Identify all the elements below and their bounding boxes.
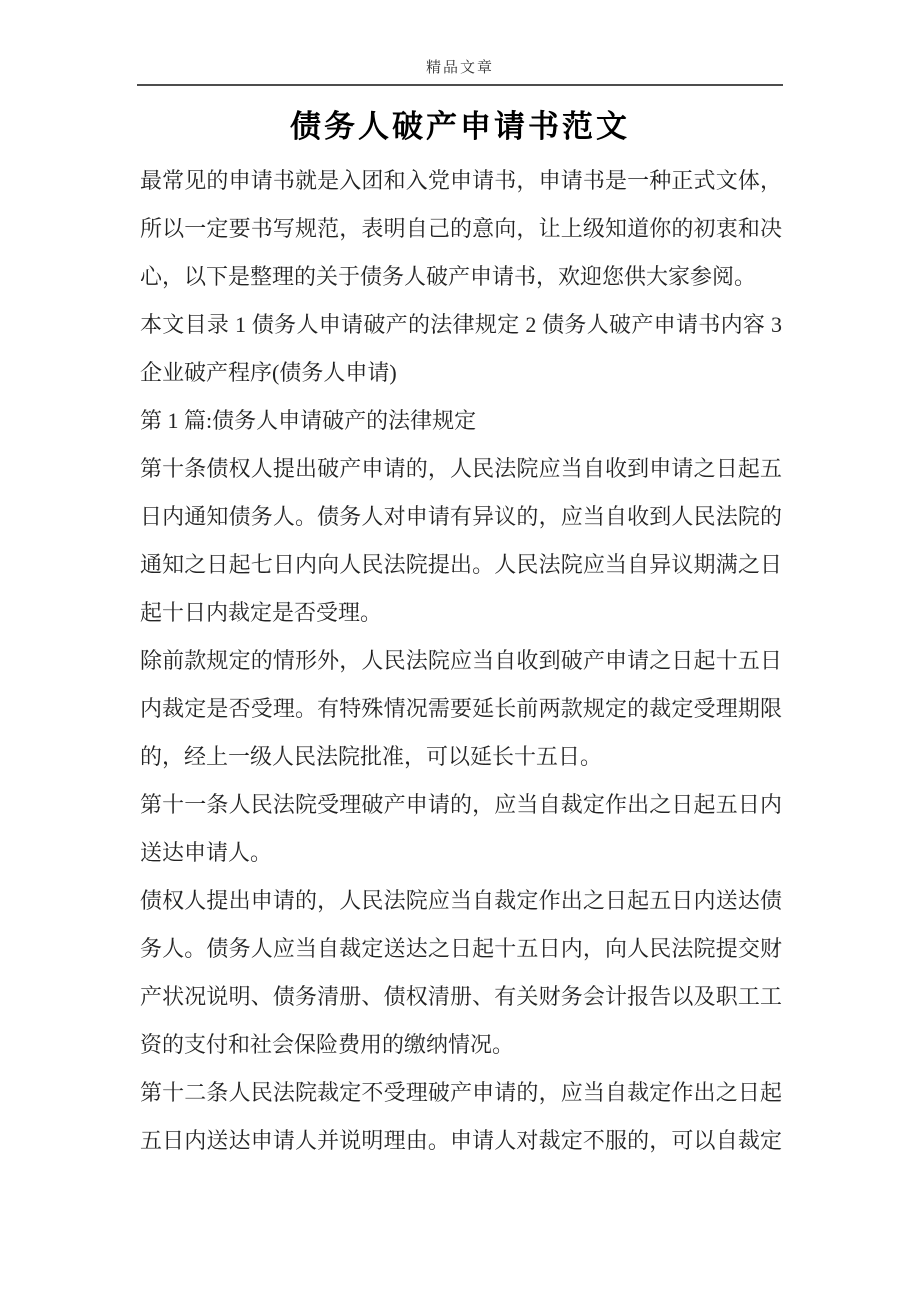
- text-line: 通知之日起七日内向人民法院提出。人民法院应当自异议期满之日: [140, 552, 782, 577]
- document-title: 债务人破产申请书范文: [290, 109, 630, 144]
- paragraph-article-10: [140, 445, 782, 637]
- text-line: 所以一定要书写规范，表明自己的意向，让上级知道你的初衷和决: [140, 216, 782, 241]
- text-line: 的，经上一级人民法院批准，可以延长十五日。: [140, 744, 603, 769]
- text-line: 五日内送达申请人并说明理由。申请人对裁定不服的，可以自裁定: [140, 1128, 782, 1153]
- text-line: 第 1 篇:债务人申请破产的法律规定: [140, 408, 477, 433]
- text-line: 企业破产程序(债务人申请): [140, 360, 397, 385]
- text-line: 债权人提出申请的，人民法院应当自裁定作出之日起五日内送达债: [140, 888, 782, 913]
- page-header: [137, 56, 783, 86]
- header-text: 精品文章: [425, 60, 494, 76]
- text-line: 日内通知债务人。债务人对申请有异议的，应当自收到人民法院的: [140, 504, 782, 529]
- text-line: 送达申请人。: [140, 840, 273, 865]
- paragraph-article-12: [140, 1069, 782, 1165]
- paragraph-intro: [140, 157, 782, 301]
- text-line: 第十二条人民法院裁定不受理破产申请的，应当自裁定作出之日起: [140, 1080, 782, 1105]
- document-body: [140, 157, 782, 1165]
- text-line: 起十日内裁定是否受理。: [140, 600, 383, 625]
- text-line: 产状况说明、债务清册、债权清册、有关财务会计报告以及职工工: [140, 984, 782, 1009]
- paragraph-section-heading: [140, 397, 782, 445]
- paragraph-article-11: [140, 781, 782, 877]
- text-line: 第十一条人民法院受理破产申请的，应当自裁定作出之日起五日内: [140, 792, 782, 817]
- text-line: 本文目录 1 债务人申请破产的法律规定 2 债务人破产申请书内容 3: [140, 312, 782, 337]
- text-line: 心，以下是整理的关于债务人破产申请书，欢迎您供大家参阅。: [140, 264, 757, 289]
- paragraph-toc: [140, 301, 782, 397]
- paragraph-article-10b: [140, 637, 782, 781]
- text-line: 务人。债务人应当自裁定送达之日起十五日内，向人民法院提交财: [140, 936, 782, 961]
- paragraph-article-11b: [140, 877, 782, 1069]
- text-line: 资的支付和社会保险费用的缴纳情况。: [140, 1032, 515, 1057]
- text-line: 内裁定是否受理。有特殊情况需要延长前两款规定的裁定受理期限: [140, 696, 782, 721]
- text-line: 除前款规定的情形外，人民法院应当自收到破产申请之日起十五日: [140, 648, 782, 673]
- text-line: 最常见的申请书就是入团和入党申请书，申请书是一种正式文体，: [140, 168, 782, 193]
- text-line: 第十条债权人提出破产申请的，人民法院应当自收到申请之日起五: [140, 456, 782, 481]
